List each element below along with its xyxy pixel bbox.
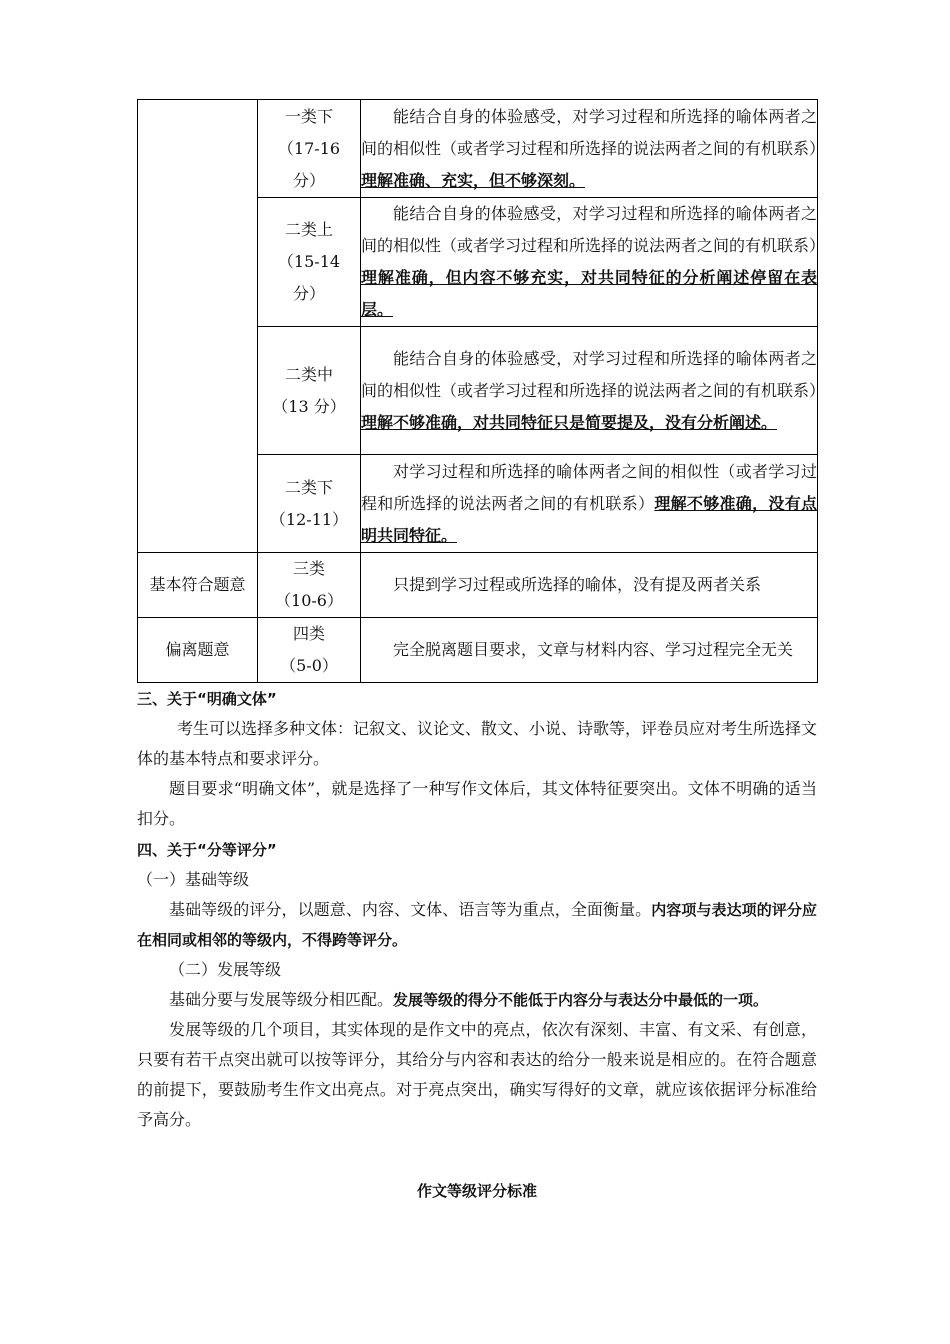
level-label: 一类下 [284,106,333,126]
level-cell [258,327,361,455]
description-text: 对学习过程和所选择的喻体两者之间的相似性（或者学习过程和所选择的说法两者之间的有机联系） [361,461,817,513]
rubric-standard-title: 作文等级评分标准 [416,1182,537,1200]
description-cell [361,327,826,455]
level-range: （12-11） [269,509,349,529]
level-range: （15-14 [277,252,341,271]
subsection-heading: （一）基础等级 [137,870,250,889]
description-text: 能结合自身的体验感受，对学习过程和所选择的喻体两者之间的相似性（或者学习过程和所选择的说法两者之间的有机联系） [361,204,826,255]
table-row [138,553,818,618]
description-emphasis: 理解不够准确，对共同特征只是简要提及，没有分析阐述。 [361,412,778,432]
level-label: 二类中 [284,364,333,384]
table-row [138,100,818,198]
paragraph: 考生可以选择多种文体：记叙文、议论文、散文、小说、诗歌等，评卷员应对考生所选择文体的基本特点和要求评分。 [137,719,818,768]
level-cell [258,198,361,327]
section-3 [137,684,817,834]
level-range: （17-16 [277,138,341,158]
level-cell [258,618,361,683]
section-heading: 四、关于“分等评分” [137,841,277,859]
category-cell: 基本符合题意 [138,553,258,618]
description-emphasis: 理解准确，但内容不够充实，对共同特征的分析阐述停留在表层。 [361,268,817,319]
paragraph-emphasis: 发展等级的得分不能低于内容分与表达分中最低的一项。 [393,991,769,1009]
paragraph: 题目要求“明确文体”，就是选择了一种写作文体后，其文体特征要突出。文体不明确的适当扣分。 [137,779,817,828]
level-label: 二类下 [284,477,333,497]
paragraph-emphasis: 内容项与表达项的评分应在相同或相邻的等级内，不得跨等评分。 [137,901,817,949]
paragraph [137,985,817,1015]
paragraph-text: 基础等级的评分，以题意、内容、文体、语言等为重点，全面衡量。 [169,900,652,919]
description-text: 能结合自身的体验感受，对学习过程和所选择的喻体两者之间的相似性（或者学习过程和所选择的说法两者之间的有机联系） [361,348,826,400]
paragraph [137,895,817,955]
description-cell [361,618,818,683]
description-text: 只提到学习过程或所选择的喻体，没有提及两者关系 [393,575,762,594]
level-label: 四类 [292,624,325,643]
level-label: 二类上 [284,220,333,239]
description-cell [361,455,818,553]
section-4 [137,835,817,1135]
level-cell [258,100,361,198]
level-cell [258,455,361,553]
level-cell [258,553,361,618]
level-range: （13 分） [272,396,346,416]
level-range: （10-6） [275,591,343,610]
level-range-unit: 分） [292,284,325,303]
paragraph-text: 基础分要与发展等级分相匹配。 [169,990,394,1009]
description-cell [361,100,826,198]
description-text: 能结合自身的体验感受，对学习过程和所选择的喻体两者之间的相似性（或者学习过程和所选择的说法两者之间的有机联系） [361,106,826,158]
level-label: 三类 [292,559,325,578]
subsection-heading: （二）发展等级 [169,960,282,979]
level-range-unit: 分） [292,170,325,190]
category-cell: 偏离题意 [138,618,258,683]
description-cell [361,198,826,327]
description-text: 完全脱离题目要求，文章与材料内容、学习过程完全无关 [393,640,794,659]
table-row [138,618,818,683]
level-range: （5-0） [280,656,338,675]
paragraph: 发展等级的几个项目，其实体现的是作文中的亮点，依次有深刻、丰富、有文采、有创意，只要有若干点突出就可以按等评分，其给分与内容和表达的给分一般来说是相应的。在符合题意的前提下，要鼓励考生作文出亮点。对于亮点突出，确实写得好的文章，就应该依据评分标准给予高分。 [137,1020,817,1129]
section-heading: 三、关于“明确文体” [137,690,277,708]
description-cell [361,553,818,618]
description-emphasis: 理解不够准确，没有点明共同特征。 [361,493,817,545]
category-cell [138,100,258,553]
scoring-rubric-table [137,99,826,683]
description-emphasis: 理解准确、充实，但不够深刻。 [361,170,586,190]
